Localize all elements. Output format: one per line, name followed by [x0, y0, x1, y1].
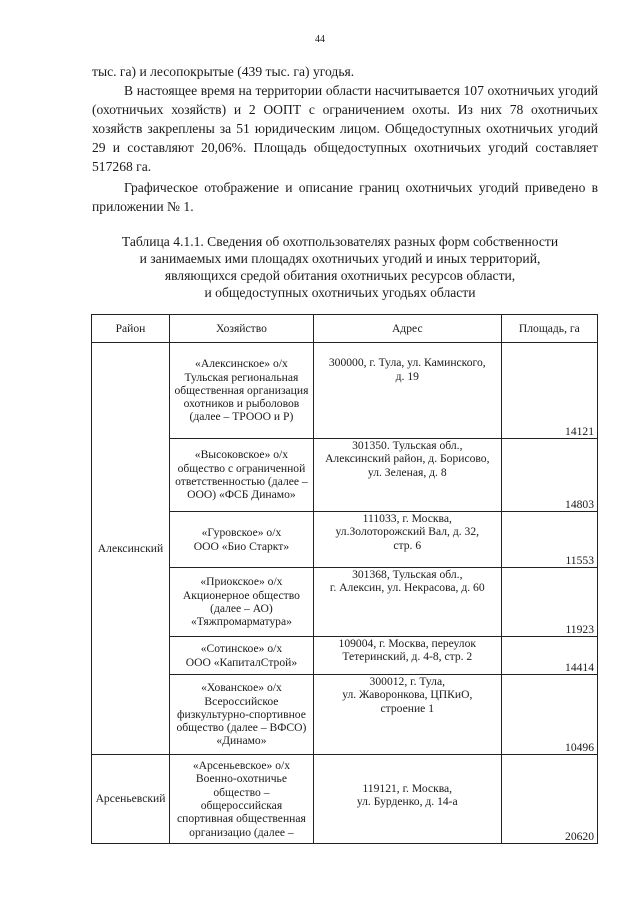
district-cell: Арсеньевский — [92, 755, 170, 844]
address-line: 111033, г. Москва, — [362, 512, 452, 525]
farm-line: Тульская региональная — [184, 370, 299, 384]
address-cell — [313, 512, 501, 568]
caption-line: и занимаемых ими площадях охотничьих угодий и иных территорий, — [139, 251, 541, 266]
address-line: Тетеринский, д. 4-8, стр. 2 — [342, 650, 473, 664]
address-cell — [313, 637, 501, 675]
farm-cell — [169, 755, 313, 844]
area-cell: 11553 — [501, 512, 597, 568]
farm-line: ООО «КапиталСтрой» — [185, 655, 298, 669]
address-line: стр. 6 — [393, 538, 422, 552]
address-line: 301368, Тульская обл., — [352, 568, 463, 581]
farm-line: «Арсеньевское» о/х — [192, 759, 291, 773]
address-line: 301350. Тульская обл., — [352, 439, 463, 452]
address-line: ул. Бурденко, д. 14-а — [356, 794, 458, 808]
address-cell — [313, 675, 501, 755]
address-line: ул.Золоторожский Вал, д. 32, — [335, 525, 480, 539]
paragraph-appendix: Графическое отображение и описание границ охотничьих угодий приведено в приложении № 1. — [92, 180, 598, 214]
address-line — [317, 768, 498, 781]
caption-line: Таблица 4.1.1. Сведения об охотпользователях разных форм собственности — [121, 234, 559, 249]
area-cell: 14803 — [501, 439, 597, 512]
intro-text — [92, 62, 598, 176]
address-cell — [313, 568, 501, 637]
appendix-reference-text — [92, 178, 598, 216]
address-line: ул. Жаворонкова, ЦПКиО, — [342, 688, 473, 702]
address-line: ул. Зеленая, д. 8 — [367, 465, 447, 479]
table-caption — [80, 233, 600, 301]
farm-line: «Приокское» о/х — [200, 575, 283, 589]
farm-line: общероссийская — [200, 799, 283, 812]
farm-line: «Алексинское» о/х — [195, 357, 288, 371]
address-line: 119121, г. Москва, — [362, 781, 453, 795]
caption-line: являющихся средой обитания охотничьих ресурсов области, — [164, 268, 516, 283]
farm-line: ответственностью (далее – — [175, 475, 308, 488]
farm-line: общественная организация — [174, 383, 309, 397]
farm-line: «Высоковское» о/х — [194, 448, 289, 462]
address-line: г. Алексин, ул. Некрасова, д. 60 — [329, 581, 485, 595]
address-line: д. 19 — [395, 369, 419, 383]
table-row — [92, 755, 598, 844]
farm-line: «Гуровское» о/х — [201, 526, 282, 540]
caption-line: и общедоступных охотничьих угодьях области — [204, 285, 476, 300]
farm-line: охотников и рыболовов — [183, 397, 300, 411]
farm-line: (далее – ТРООО и Р) — [189, 410, 294, 424]
farm-line: ООО «Био Старкт» — [193, 539, 290, 553]
address-line: Алексинский район, д. Борисово, — [325, 452, 490, 466]
address-line: строение 1 — [380, 701, 435, 715]
paragraph-hunting-grounds: В настоящее время на территории области насчитывается 107 охотничьих угодий (охотничьих хозяйств) и 2 ООПТ с ограничением охоты. Из них 78 охотничьих хозяйств закреплены за 51 юридическим лицом. Общедоступных охотничьих угодий 29 и составляют 20,06%. Площадь общедоступных охотничьих угодий составляет 517268 га. — [92, 83, 598, 174]
farm-line: «Динамо» — [216, 734, 267, 748]
farm-line: спортивная общественная — [177, 812, 306, 826]
farm-cell — [169, 439, 313, 512]
area-cell: 14121 — [501, 343, 597, 439]
farm-line: «Тяжпромарматура» — [190, 615, 292, 629]
area-cell: 10496 — [501, 675, 597, 755]
address-line: 300012, г. Тула, — [369, 675, 445, 688]
farm-cell — [169, 675, 313, 755]
farm-line: Всероссийское — [204, 694, 279, 708]
address-cell — [313, 439, 501, 512]
area-cell: 14414 — [501, 637, 597, 675]
header-area: Площадь, га — [501, 315, 597, 343]
address-line: 300000, г. Тула, ул. Каминского, — [328, 356, 486, 370]
farm-line: ООО) «ФСБ Динамо» — [187, 488, 296, 502]
area-cell: 20620 — [501, 755, 597, 844]
table-row — [92, 343, 598, 439]
farm-line: общество (далее – ВФСО) — [176, 721, 307, 735]
farm-cell — [169, 637, 313, 675]
farm-line: организацио (далее – — [189, 825, 294, 839]
address-line — [317, 343, 498, 356]
farm-cell — [169, 512, 313, 568]
table-header-row — [92, 315, 598, 343]
address-line — [317, 755, 498, 768]
address-cell — [313, 755, 501, 844]
farm-line: (далее – АО) — [210, 602, 273, 615]
address-line: 109004, г. Москва, переулок — [338, 637, 477, 650]
farm-line: Военно-охотничье — [195, 772, 287, 786]
farm-line: общество – — [213, 785, 270, 799]
farm-line: Акционерное общество — [182, 588, 300, 602]
page-number: 44 — [315, 34, 325, 45]
header-district: Район — [92, 315, 170, 343]
farm-line: «Хованское» о/х — [201, 681, 282, 695]
farm-cell — [169, 568, 313, 637]
farm-cell — [169, 343, 313, 439]
farm-line: «Сотинское» о/х — [200, 642, 283, 656]
farm-line: физкультурно-спортивное — [176, 707, 306, 721]
area-cell: 11923 — [501, 568, 597, 637]
district-cell: Алексинский — [92, 343, 170, 755]
paragraph-continuation: тыс. га) и лесопокрытые (439 тыс. га) угодья. — [92, 64, 355, 79]
farm-line: общество с ограниченной — [177, 461, 306, 475]
hunting-users-table — [91, 314, 598, 844]
header-farm: Хозяйство — [169, 315, 313, 343]
header-address: Адрес — [313, 315, 501, 343]
address-cell — [313, 343, 501, 439]
